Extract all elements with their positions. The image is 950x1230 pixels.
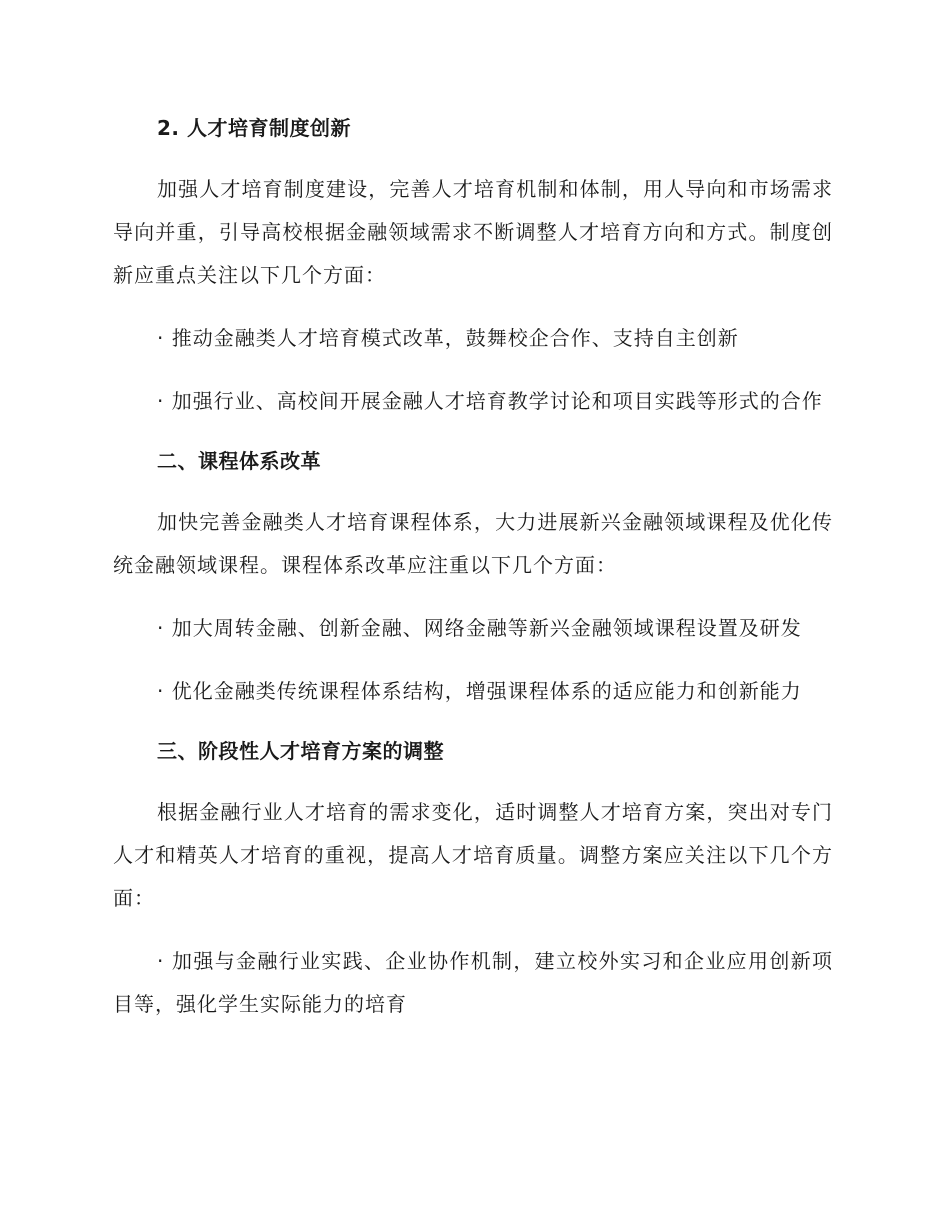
bullet-item: · 加大周转金融、创新金融、网络金融等新兴金融领域课程设置及研发 <box>157 616 802 640</box>
section-heading: 2. 人才培育制度创新 <box>157 116 351 140</box>
section-paragraph: 根据金融行业人才培育的需求变化，适时调整人才培育方案，突出对专门人才和精英人才培育的重视，提高人才培育质量。调整方案应关注以下几个方面： <box>113 800 833 910</box>
section-paragraph: 加快完善金融类人才培育课程体系，大力进展新兴金融领域课程及优化传统金融领域课程。课程体系改革应注重以下几个方面： <box>113 510 833 577</box>
bullet-item: · 优化金融类传统课程体系结构，增强课程体系的适应能力和创新能力 <box>157 679 802 703</box>
section-heading: 三、阶段性人才培育方案的调整 <box>157 739 444 763</box>
section-heading: 二、课程体系改革 <box>157 449 321 473</box>
bullet-item: · 加强与金融行业实践、企业协作机制，建立校外实习和企业应用创新项目等，强化学生实际能力的培育 <box>113 949 833 1016</box>
bullet-item: · 推动金融类人才培育模式改革，鼓舞校企合作、支持自主创新 <box>157 326 739 350</box>
bullet-item: · 加强行业、高校间开展金融人才培育教学讨论和项目实践等形式的合作 <box>157 389 823 413</box>
section-paragraph: 加强人才培育制度建设，完善人才培育机制和体制，用人导向和市场需求导向并重，引导高校根据金融领域需求不断调整人才培育方向和方式。制度创新应重点关注以下几个方面： <box>113 177 833 287</box>
document-body <box>113 110 833 1046</box>
